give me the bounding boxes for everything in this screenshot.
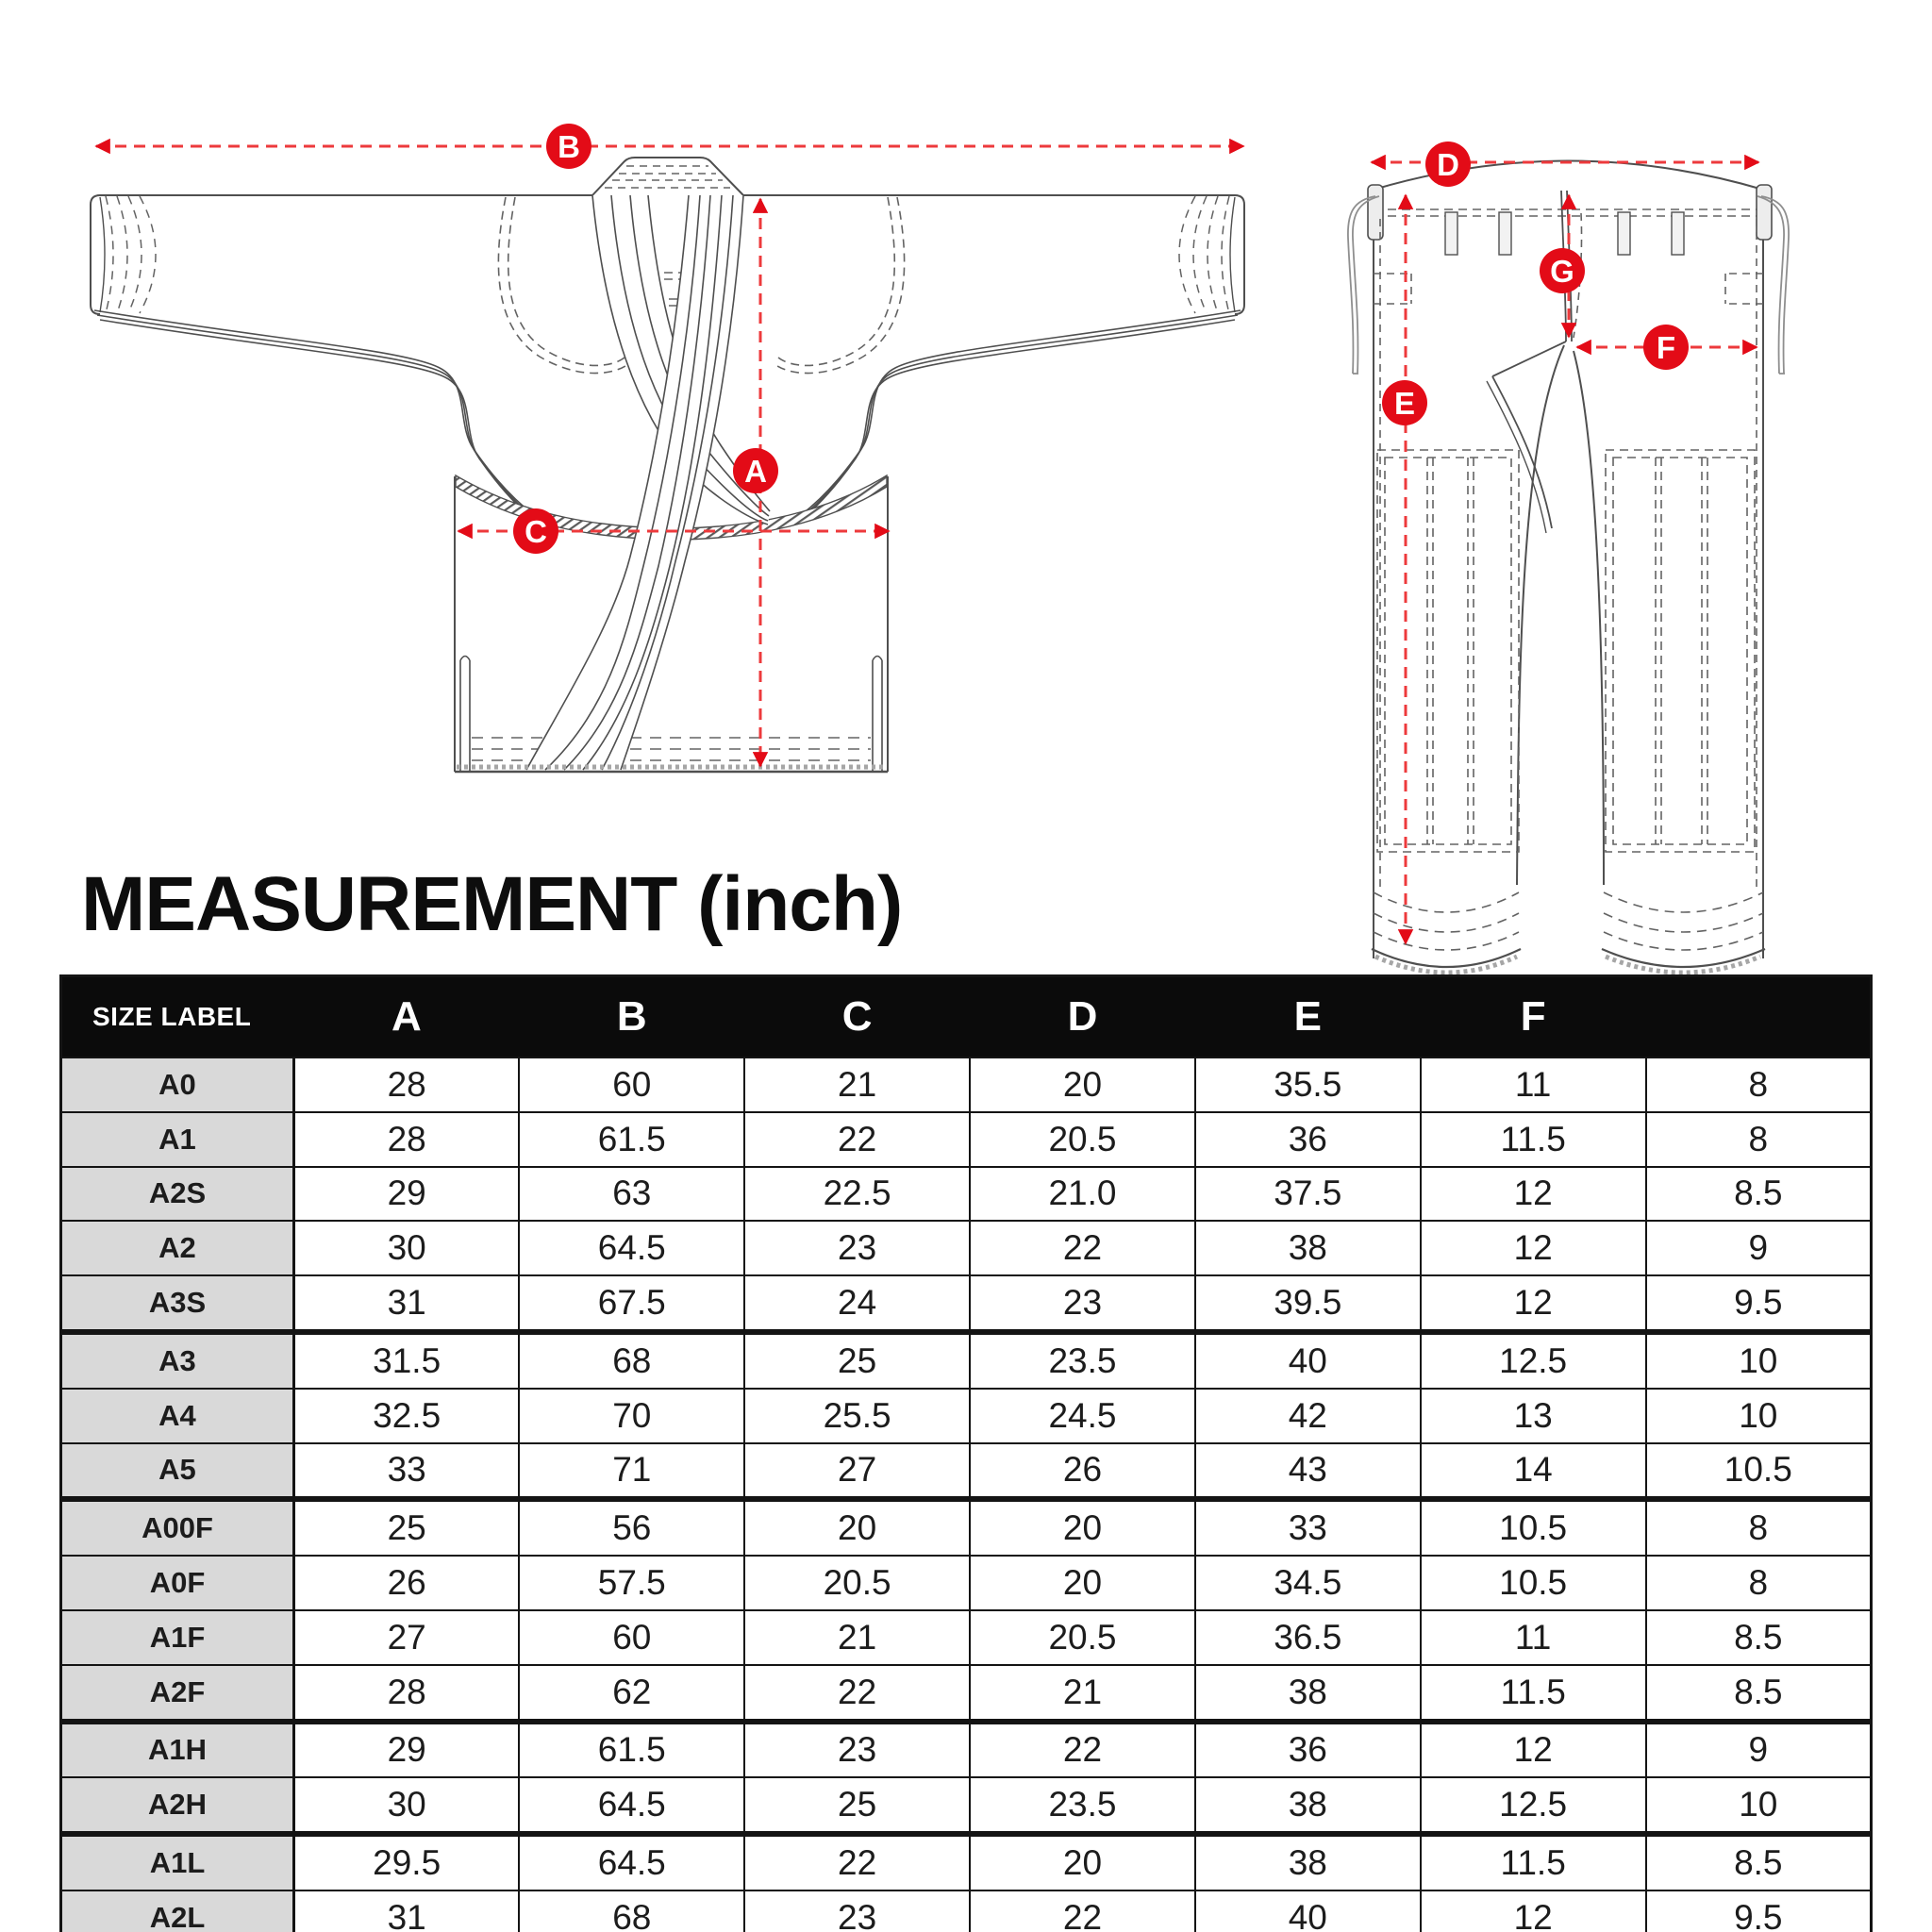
measurement-cell: 8.5 bbox=[1646, 1167, 1872, 1222]
measurement-cell: 23 bbox=[970, 1275, 1195, 1332]
measurement-cell: 21.0 bbox=[970, 1167, 1195, 1222]
measurement-cell: 21 bbox=[744, 1610, 970, 1665]
header-col-c: C bbox=[744, 976, 970, 1058]
measurement-cell: 22 bbox=[744, 1112, 970, 1167]
measurement-cell: 10 bbox=[1646, 1332, 1872, 1389]
size-label-cell: A3S bbox=[61, 1275, 294, 1332]
measurement-cell: 39.5 bbox=[1195, 1275, 1421, 1332]
measurement-cell: 23.5 bbox=[970, 1777, 1195, 1834]
measurement-cell: 8 bbox=[1646, 1058, 1872, 1112]
measurement-cell: 56 bbox=[519, 1499, 744, 1556]
marker-c: C bbox=[513, 508, 558, 554]
measurement-cell: 12 bbox=[1421, 1221, 1646, 1275]
size-label-cell: A5 bbox=[61, 1443, 294, 1500]
table-row bbox=[61, 1556, 1872, 1610]
measurement-cell: 25 bbox=[294, 1499, 520, 1556]
measurement-cell: 24 bbox=[744, 1275, 970, 1332]
measurement-cell: 36 bbox=[1195, 1722, 1421, 1778]
measurement-cell: 43 bbox=[1195, 1443, 1421, 1500]
size-label-cell: A2H bbox=[61, 1777, 294, 1834]
measurement-cell: 63 bbox=[519, 1167, 744, 1222]
measurement-cell: 23 bbox=[744, 1890, 970, 1932]
measurement-cell: 62 bbox=[519, 1665, 744, 1722]
marker-d: D bbox=[1425, 142, 1471, 187]
measurement-cell: 33 bbox=[294, 1443, 520, 1500]
measurement-cell: 26 bbox=[970, 1443, 1195, 1500]
measurement-cell: 35.5 bbox=[1195, 1058, 1421, 1112]
measurement-cell: 71 bbox=[519, 1443, 744, 1500]
measurement-cell: 64.5 bbox=[519, 1834, 744, 1890]
size-label-cell: A2S bbox=[61, 1167, 294, 1222]
header-col-f: F bbox=[1421, 976, 1646, 1058]
measurement-cell: 31 bbox=[294, 1275, 520, 1332]
measurement-cell: 12 bbox=[1421, 1722, 1646, 1778]
measurement-cell: 37.5 bbox=[1195, 1167, 1421, 1222]
size-label-cell: A3 bbox=[61, 1332, 294, 1389]
measurement-cell: 29.5 bbox=[294, 1834, 520, 1890]
measurement-cell: 27 bbox=[744, 1443, 970, 1500]
table-row bbox=[61, 1665, 1872, 1722]
header-size-label: SIZE LABEL bbox=[61, 976, 294, 1058]
measurement-cell: 11 bbox=[1421, 1610, 1646, 1665]
measurement-cell: 10.5 bbox=[1421, 1556, 1646, 1610]
measurement-cell: 22 bbox=[970, 1221, 1195, 1275]
measurement-cell: 22 bbox=[970, 1890, 1195, 1932]
measurement-cell: 40 bbox=[1195, 1332, 1421, 1389]
measurement-cell: 34.5 bbox=[1195, 1556, 1421, 1610]
measurement-cell: 25 bbox=[744, 1332, 970, 1389]
measurement-cell: 11.5 bbox=[1421, 1112, 1646, 1167]
measurement-cell: 68 bbox=[519, 1890, 744, 1932]
table-header bbox=[61, 976, 1872, 1058]
table-row bbox=[61, 1722, 1872, 1778]
size-label-cell: A1 bbox=[61, 1112, 294, 1167]
header-col-d: D bbox=[970, 976, 1195, 1058]
measurement-cell: 20.5 bbox=[970, 1610, 1195, 1665]
measurement-cell: 14 bbox=[1421, 1443, 1646, 1500]
measurement-cell: 13 bbox=[1421, 1389, 1646, 1443]
measurement-cell: 8.5 bbox=[1646, 1610, 1872, 1665]
header-col-b: B bbox=[519, 976, 744, 1058]
measurement-cell: 22 bbox=[744, 1834, 970, 1890]
measurement-cell: 67.5 bbox=[519, 1275, 744, 1332]
measurement-cell: 20 bbox=[970, 1499, 1195, 1556]
measurement-cell: 12.5 bbox=[1421, 1777, 1646, 1834]
size-label-cell: A4 bbox=[61, 1389, 294, 1443]
measurement-cell: 21 bbox=[970, 1665, 1195, 1722]
measurement-cell: 40 bbox=[1195, 1890, 1421, 1932]
measurement-cell: 26 bbox=[294, 1556, 520, 1610]
measurement-cell: 9.5 bbox=[1646, 1275, 1872, 1332]
size-label-cell: A0 bbox=[61, 1058, 294, 1112]
size-label-cell: A1H bbox=[61, 1722, 294, 1778]
measurement-cell: 25.5 bbox=[744, 1389, 970, 1443]
measurement-cell: 64.5 bbox=[519, 1221, 744, 1275]
measurement-cell: 60 bbox=[519, 1610, 744, 1665]
measurement-cell: 27 bbox=[294, 1610, 520, 1665]
measurement-cell: 23 bbox=[744, 1722, 970, 1778]
measurement-cell: 10.5 bbox=[1421, 1499, 1646, 1556]
measurement-cell: 29 bbox=[294, 1167, 520, 1222]
measurement-cell: 21 bbox=[744, 1058, 970, 1112]
table-row bbox=[61, 1112, 1872, 1167]
measurement-cell: 30 bbox=[294, 1221, 520, 1275]
measurement-cell: 8.5 bbox=[1646, 1665, 1872, 1722]
measurement-cell: 20 bbox=[970, 1834, 1195, 1890]
jacket-drawing bbox=[91, 158, 1244, 772]
page-title: MEASUREMENT (inch) bbox=[81, 861, 903, 947]
size-label-cell: A1L bbox=[61, 1834, 294, 1890]
measurement-cell: 31 bbox=[294, 1890, 520, 1932]
size-label-cell: A2F bbox=[61, 1665, 294, 1722]
measurement-cell: 22.5 bbox=[744, 1167, 970, 1222]
measurement-cell: 9 bbox=[1646, 1221, 1872, 1275]
measurement-cell: 23 bbox=[744, 1221, 970, 1275]
measurement-cell: 20 bbox=[744, 1499, 970, 1556]
measurement-cell: 24.5 bbox=[970, 1389, 1195, 1443]
measurement-cell: 9.5 bbox=[1646, 1890, 1872, 1932]
table-row bbox=[61, 1167, 1872, 1222]
table-row bbox=[61, 1499, 1872, 1556]
measurement-cell: 8 bbox=[1646, 1556, 1872, 1610]
measurement-cell: 30 bbox=[294, 1777, 520, 1834]
marker-b: B bbox=[546, 124, 591, 169]
measurement-cell: 12 bbox=[1421, 1890, 1646, 1932]
measurement-cell: 25 bbox=[744, 1777, 970, 1834]
measurement-cell: 12 bbox=[1421, 1167, 1646, 1222]
measurement-cell: 38 bbox=[1195, 1777, 1421, 1834]
measurement-cell: 57.5 bbox=[519, 1556, 744, 1610]
measurement-cell: 28 bbox=[294, 1665, 520, 1722]
header-col-a: A bbox=[294, 976, 520, 1058]
measurement-cell: 20 bbox=[970, 1058, 1195, 1112]
measurement-cell: 68 bbox=[519, 1332, 744, 1389]
size-label-cell: A0F bbox=[61, 1556, 294, 1610]
measurement-cell: 38 bbox=[1195, 1665, 1421, 1722]
measurement-cell: 70 bbox=[519, 1389, 744, 1443]
table-row bbox=[61, 1275, 1872, 1332]
measurement-cell: 11.5 bbox=[1421, 1834, 1646, 1890]
measurement-cell: 28 bbox=[294, 1058, 520, 1112]
measurement-cell: 10 bbox=[1646, 1777, 1872, 1834]
measurement-cell: 28 bbox=[294, 1112, 520, 1167]
measurement-cell: 22 bbox=[744, 1665, 970, 1722]
measurement-cell: 64.5 bbox=[519, 1777, 744, 1834]
measurement-cell: 36.5 bbox=[1195, 1610, 1421, 1665]
header-col-e: E bbox=[1195, 976, 1421, 1058]
measurement-cell: 29 bbox=[294, 1722, 520, 1778]
header-col-blank bbox=[1646, 976, 1872, 1058]
measurement-cell: 36 bbox=[1195, 1112, 1421, 1167]
measurement-cell: 11.5 bbox=[1421, 1665, 1646, 1722]
table-row bbox=[61, 1777, 1872, 1834]
measurement-cell: 33 bbox=[1195, 1499, 1421, 1556]
size-label-cell: A00F bbox=[61, 1499, 294, 1556]
measurement-cell: 12 bbox=[1421, 1275, 1646, 1332]
table-row bbox=[61, 1834, 1872, 1890]
size-label-cell: A2L bbox=[61, 1890, 294, 1932]
size-table-body bbox=[61, 1058, 1872, 1932]
measurement-cell: 31.5 bbox=[294, 1332, 520, 1389]
measurement-cell: 60 bbox=[519, 1058, 744, 1112]
measurement-cell: 12.5 bbox=[1421, 1332, 1646, 1389]
measurement-cell: 23.5 bbox=[970, 1332, 1195, 1389]
measurement-cell: 42 bbox=[1195, 1389, 1421, 1443]
size-label-cell: A1F bbox=[61, 1610, 294, 1665]
marker-g: G bbox=[1540, 248, 1585, 293]
marker-f: F bbox=[1643, 325, 1689, 370]
measurement-cell: 61.5 bbox=[519, 1722, 744, 1778]
measurement-cell: 20 bbox=[970, 1556, 1195, 1610]
marker-e: E bbox=[1382, 380, 1427, 425]
measurement-cell: 8 bbox=[1646, 1112, 1872, 1167]
measurement-cell: 9 bbox=[1646, 1722, 1872, 1778]
measurement-cell: 8.5 bbox=[1646, 1834, 1872, 1890]
table-row bbox=[61, 1890, 1872, 1932]
measurement-cell: 10.5 bbox=[1646, 1443, 1872, 1500]
measurement-cell: 32.5 bbox=[294, 1389, 520, 1443]
measurement-cell: 38 bbox=[1195, 1221, 1421, 1275]
measurement-table bbox=[59, 974, 1873, 1932]
measurement-cell: 20.5 bbox=[744, 1556, 970, 1610]
measurement-cell: 11 bbox=[1421, 1058, 1646, 1112]
table-row bbox=[61, 1389, 1872, 1443]
measurement-cell: 22 bbox=[970, 1722, 1195, 1778]
marker-a: A bbox=[733, 448, 778, 493]
measurement-cell: 10 bbox=[1646, 1389, 1872, 1443]
size-label-cell: A2 bbox=[61, 1221, 294, 1275]
table-row bbox=[61, 1610, 1872, 1665]
table-row bbox=[61, 1221, 1872, 1275]
measurement-cell: 61.5 bbox=[519, 1112, 744, 1167]
table-row bbox=[61, 1332, 1872, 1389]
table-row bbox=[61, 1058, 1872, 1112]
measurement-cell: 20.5 bbox=[970, 1112, 1195, 1167]
measurement-cell: 8 bbox=[1646, 1499, 1872, 1556]
table-row bbox=[61, 1443, 1872, 1500]
measurement-cell: 38 bbox=[1195, 1834, 1421, 1890]
